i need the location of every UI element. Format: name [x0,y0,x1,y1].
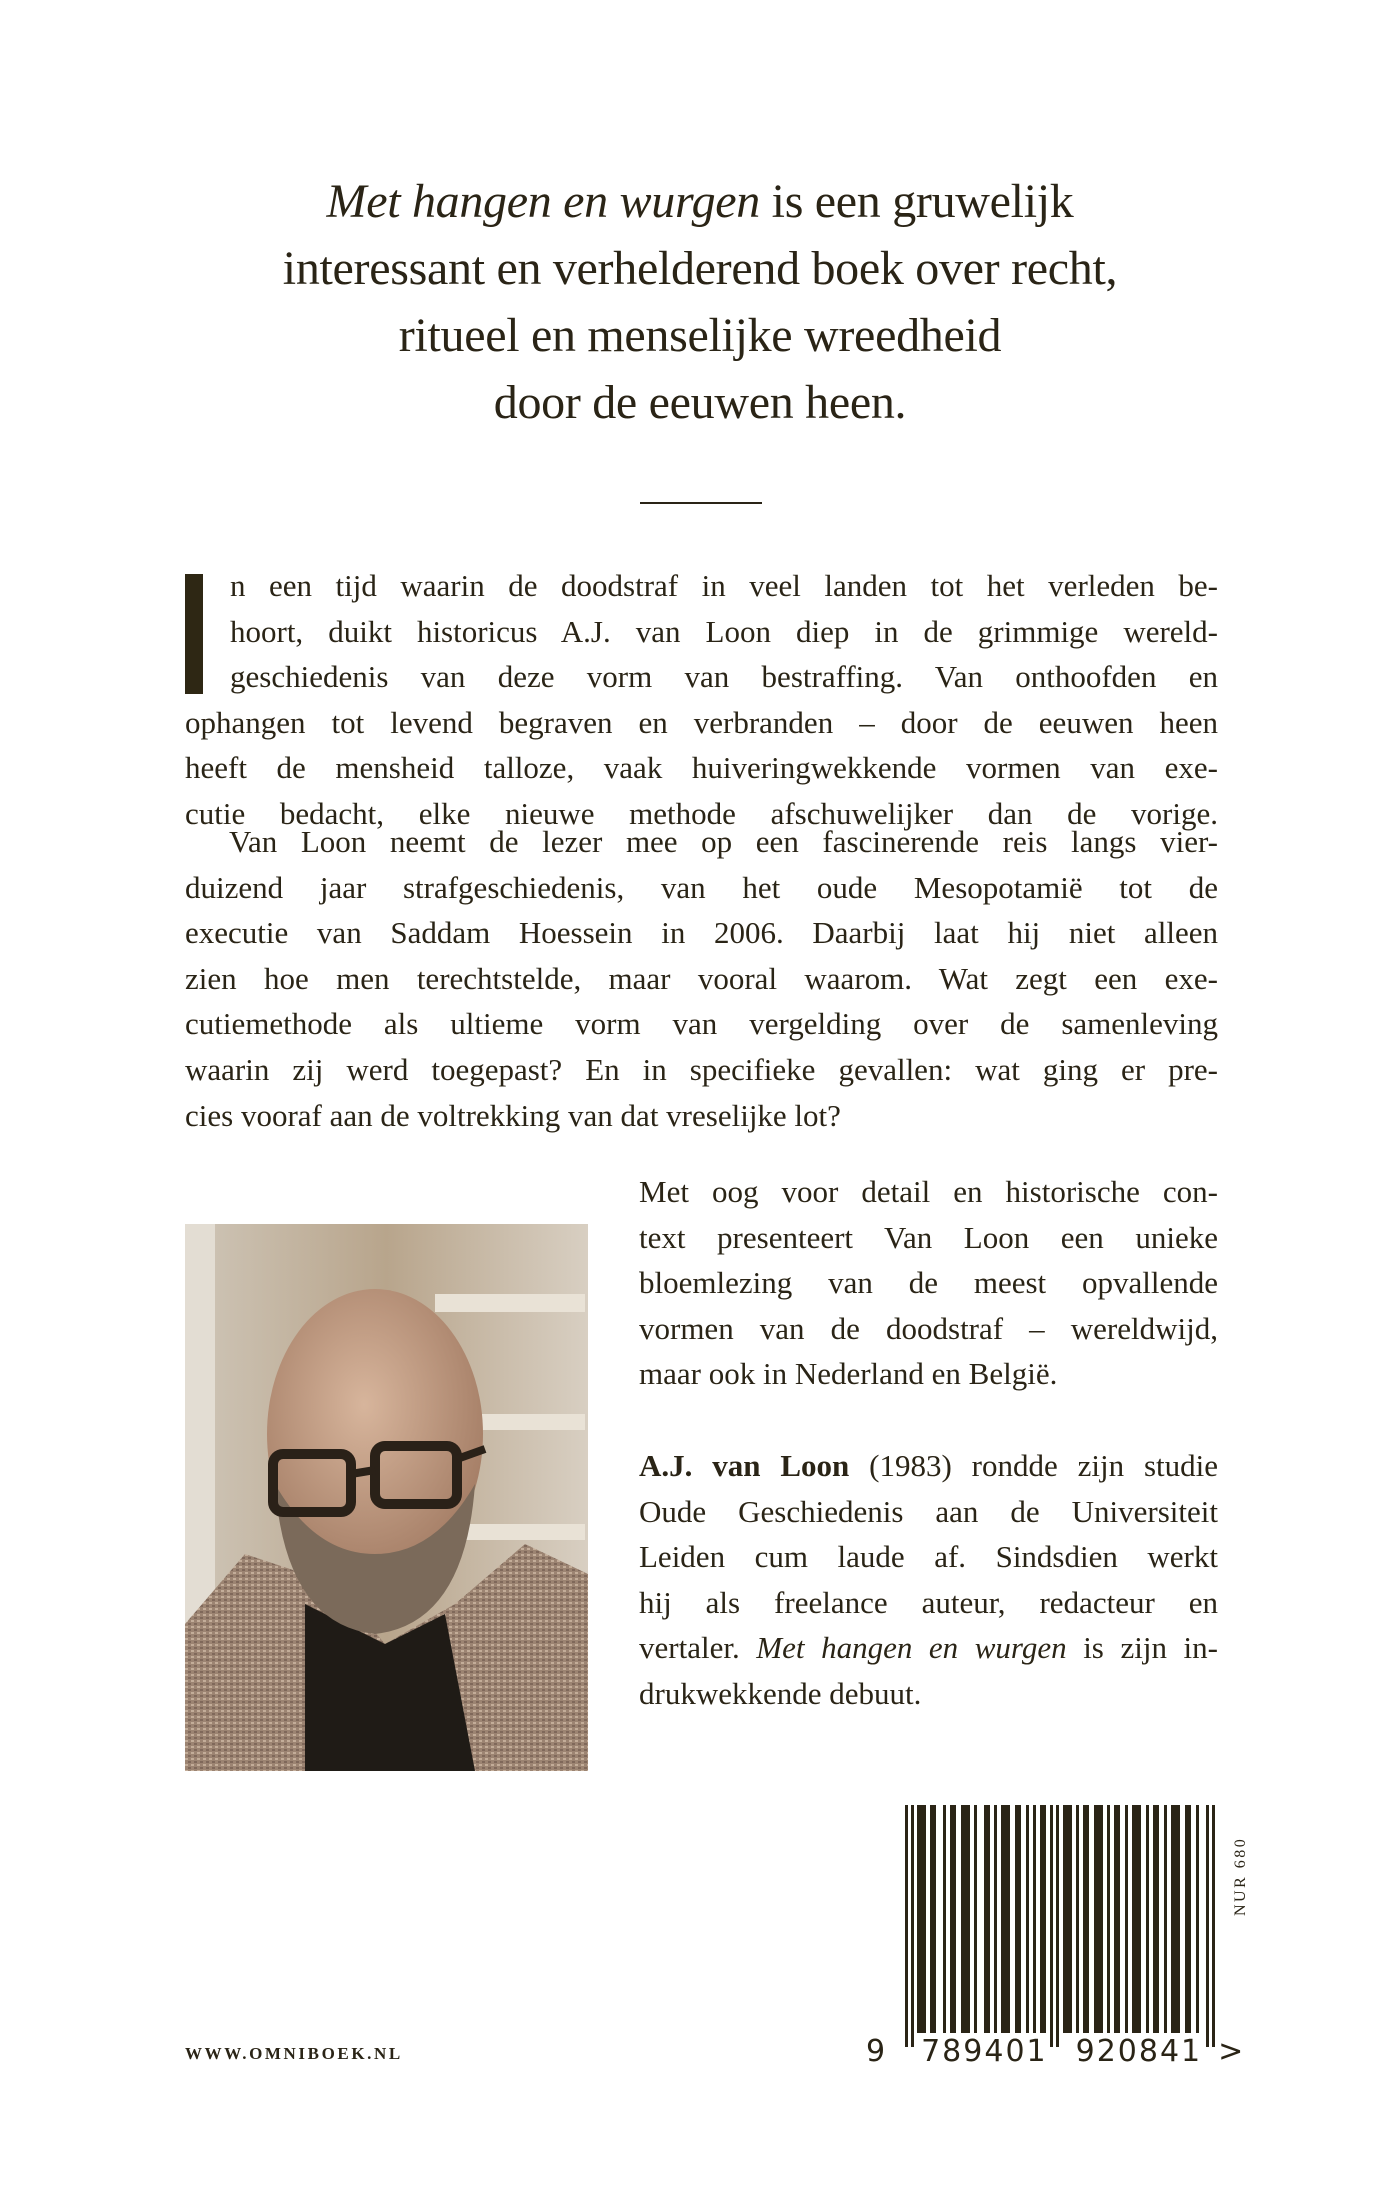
isbn-group-2: 920841 [1075,2034,1203,2069]
text-line: ophangen tot levend begraven en verbranden – door de eeuwen heen [185,704,1218,740]
text-line: cutie bedacht, elke nieuwe methode afschuwelijker dan de vorige. [185,795,1218,831]
chevron-right-icon: > [1218,2034,1244,2069]
author-bio [639,1443,1218,1717]
headline-line-2: interessant en verhelderend boek over recht, [282,242,1118,295]
text-line: heeft de mensheid talloze, vaak huiveringwekkende vormen van exe- [185,750,1218,786]
isbn-barcode [905,1805,1218,2047]
headline-line-3: ritueel en menselijke wreedheid [398,309,1002,362]
book-title-italic: Met hangen en wurgen [756,1630,1067,1666]
barcode-icon [905,1805,1218,2047]
text-line: n een tijd waarin de doodstraf in veel landen tot het verleden be- [230,568,1218,603]
author-portrait-icon [185,1224,588,1771]
text-line: text presenteert Van Loon een unieke [639,1219,1218,1255]
text-line: maar ook in Nederland en België. [639,1356,1058,1392]
author-photo [185,1224,588,1771]
nur-code-text: NUR 680 [1232,1836,1249,1916]
text-line: cies vooraf aan de voltrekking van dat vreselijke lot? [185,1097,841,1133]
bio-line: A.J. van Loon (1983) rondde zijn studie [639,1448,1219,1483]
text-line: Van Loon neemt de lezer mee op een fascinerende reis langs vier- [229,824,1218,859]
paragraph-journey [185,819,1218,1138]
isbn-group-1: 789401 [921,2034,1048,2069]
bio-line: drukwekkende debuut. [639,1675,922,1711]
text-line: cutiemethode als ultieme vorm van vergelding over de samenleving [185,1006,1218,1042]
text-line: executie van Saddam Hoessein in 2006. Daarbij laat hij niet alleen [185,915,1218,951]
isbn-number [866,2034,1243,2069]
bio-line: Leiden cum laude af. Sindsdien werkt [639,1539,1218,1575]
headline-line-4: door de eeuwen heen. [493,376,907,429]
publisher-url-link[interactable]: WWW.OMNIBOEK.NL [185,2044,403,2063]
text-line: hoort, duikt historicus A.J. van Loon diep in de grimmige wereld- [230,613,1218,649]
book-title-italic: Met hangen en wurgen [326,175,760,228]
nur-code [1230,1806,1254,1916]
paragraph-intro [185,563,1218,837]
paragraph-anthology [639,1169,1218,1397]
bio-line: vertaler. Met hangen en wurgen is zijn in- [639,1630,1218,1666]
text-line: bloemlezing van de meest opvallende [639,1265,1218,1301]
bio-line: hij als freelance auteur, redacteur en [639,1584,1218,1620]
isbn-prefix: 9 [866,2034,886,2069]
text-line: waarin zij werd toegepast? En in specifieke gevallen: wat ging er pre- [185,1051,1218,1087]
section-divider [640,502,762,504]
text-line: zien hoe men terechtstelde, maar vooral waarom. Wat zegt een exe- [185,960,1218,996]
text-line: geschiedenis van deze vorm van bestraffing. Van onthoofden en [230,659,1218,695]
text-line: vormen van de doodstraf – wereldwijd, [639,1310,1218,1346]
author-name: A.J. van Loon [639,1448,850,1483]
text-line: duizend jaar strafgeschiedenis, van het oude Mesopotamië tot de [185,869,1218,905]
bio-line: Oude Geschiedenis aan de Universiteit [639,1493,1218,1529]
headline-line-1: Met hangen en wurgen is een gruwelijk [326,175,1074,228]
text-line: Met oog voor detail en historische con- [639,1174,1218,1209]
headline-quote [140,168,1260,436]
